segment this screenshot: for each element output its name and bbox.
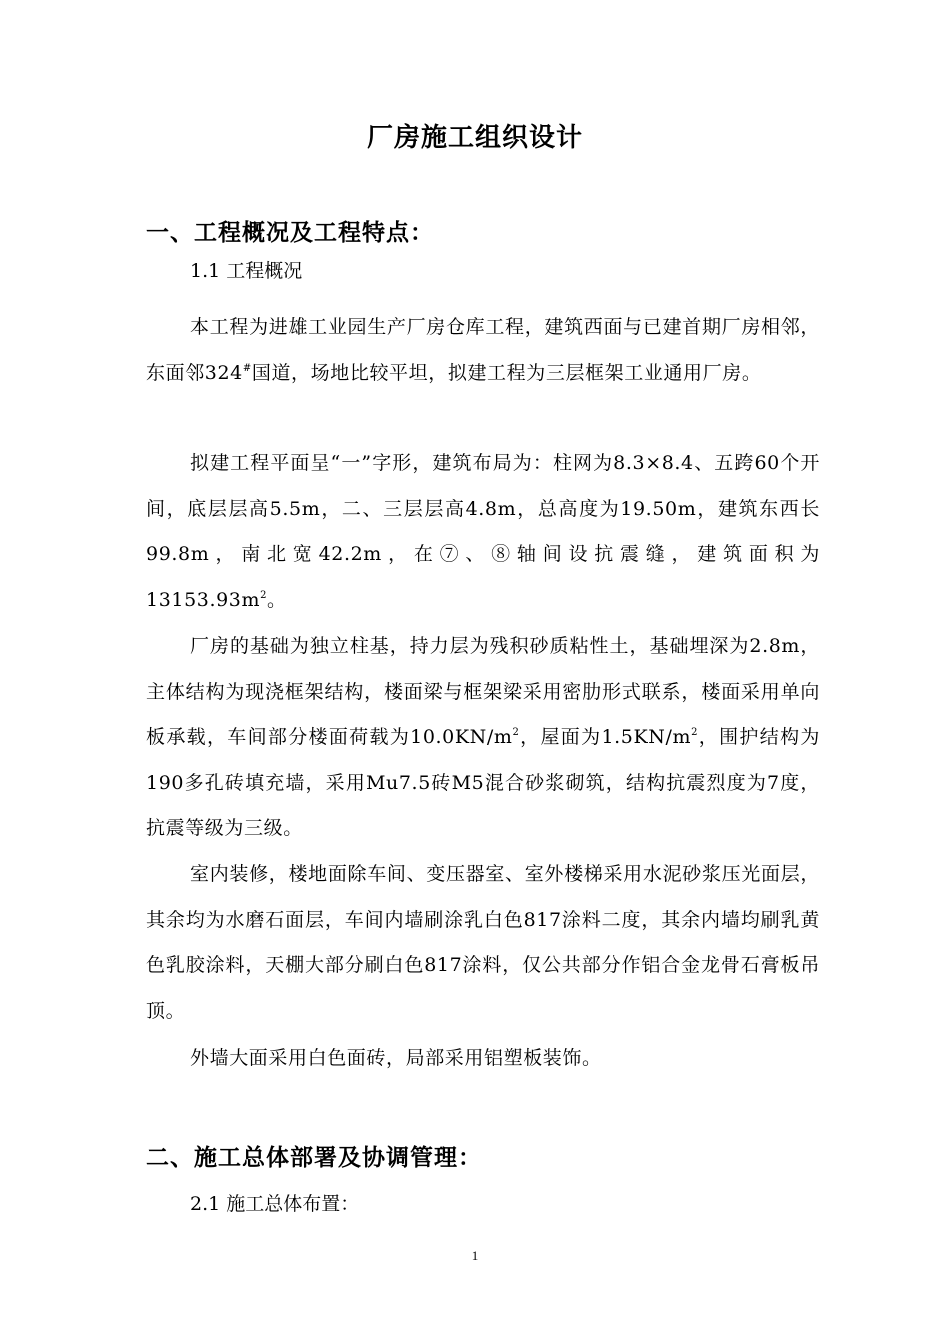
- document-title: 厂房施工组织设计: [366, 123, 583, 153]
- page-number: 1: [471, 1248, 479, 1263]
- paragraph-interior-finish: [146, 852, 820, 1034]
- section-heading-2: 二、施工总体部署及协调管理：: [146, 1145, 482, 1171]
- paragraph-exterior-finish: [146, 1036, 820, 1082]
- paragraph-text-tail: 国道，场地比较平坦，拟建工程为三层框架工业通用厂房。: [251, 361, 762, 384]
- superscript: 2: [512, 727, 520, 738]
- subsection-heading-1-1: 1.1 工程概况: [190, 260, 303, 282]
- paragraph-text: 外墙大面采用白色面砖，局部采用铝塑板装饰。: [190, 1047, 602, 1069]
- paragraph-text: 拟建工程平面呈“一”字形，建筑布局为：柱网为8.3×8.4、五跨60个开间，底层层高5.5m，二、三层层高4.8m，总高度为19.50m，建筑东西长99.8m，南北宽42.2m，在⑦、⑧轴间设抗震缝，建筑面积为13153.93m: [146, 452, 820, 611]
- paragraph-text: 室内装修，楼地面除车间、变压器室、室外楼梯采用水泥砂浆压光面层，其余均为水磨石面层，车间内墙刷涂乳白色817涂料二度，其余内墙均刷乳黄色乳胶涂料，天棚大部分刷白色817涂料，仅公共部分作铝合金龙骨石膏板吊顶。: [146, 863, 820, 1022]
- superscript: 2: [691, 727, 699, 738]
- paragraph-project-overview: [146, 305, 820, 396]
- paragraph-text: 本工程为进雄工业园生产厂房仓库工程，建筑西面与已建首期厂房相邻，东面邻324: [146, 316, 820, 384]
- subsection-heading-2-1: 2.1 施工总体布置：: [190, 1193, 360, 1215]
- paragraph-text: 厂房的基础为独立柱基，持力层为残积砂质粘性土，基础埋深为2.8m，主体结构为现浇框架结构，楼面梁与框架梁采用密肋形式联系，楼面采用单向板承载，车间部分楼面荷载为10.0KN/m: [146, 635, 820, 748]
- section-heading-1: 一、工程概况及工程特点：: [146, 220, 434, 246]
- paragraph-text-tail: 。: [267, 588, 287, 611]
- superscript: 2: [260, 589, 268, 601]
- paragraph-text-mid: ，屋面为1.5KN/m: [519, 726, 692, 748]
- paragraph-building-layout: [146, 441, 820, 623]
- paragraph-text-tail: ，围护结构为190多孔砖填充墙，采用Mu7.5砖M5混合砂浆砌筑，结构抗震烈度为7度，抗震等级为三级。: [146, 726, 820, 839]
- superscript: #: [242, 362, 252, 374]
- paragraph-structure: [146, 624, 820, 852]
